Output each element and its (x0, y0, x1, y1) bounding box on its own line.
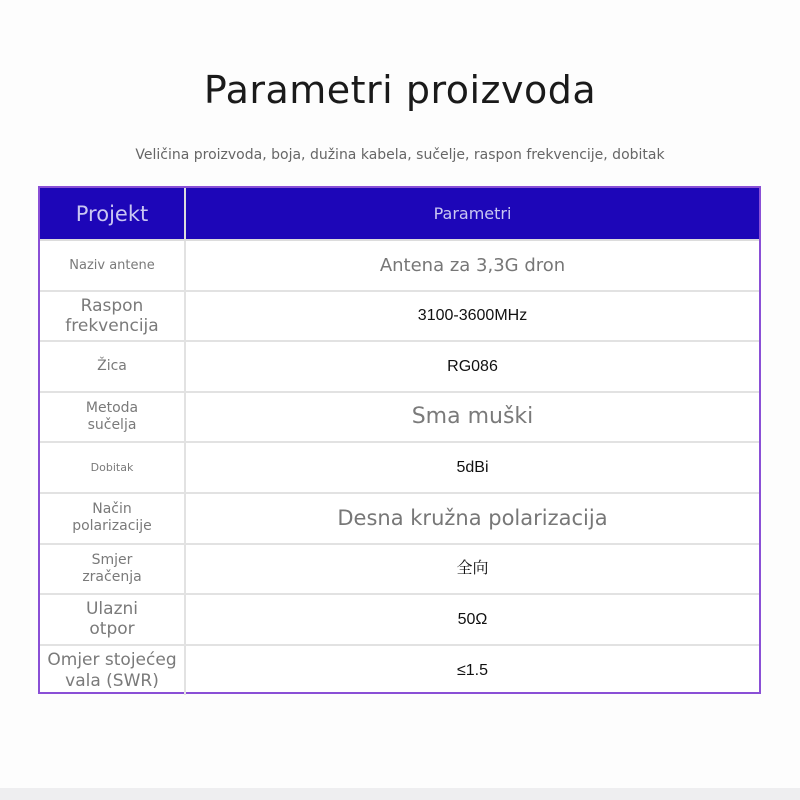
bottom-strip (0, 788, 800, 800)
row-label: Dobitak (40, 442, 185, 493)
row-label: Metoda sučelja (40, 392, 185, 443)
row-value: 3100-3600MHz (185, 291, 759, 342)
table-row (40, 240, 759, 291)
row-value: RG086 (185, 341, 759, 392)
row-label: Raspon frekvencija (40, 291, 185, 342)
row-value: Antena za 3,3G dron (185, 240, 759, 291)
parameters-table (40, 188, 759, 695)
table-header-row (40, 188, 759, 240)
row-label: Naziv antene (40, 240, 185, 291)
table-row (40, 493, 759, 544)
header-project: Projekt (40, 188, 185, 240)
row-label: Smjer zračenja (40, 544, 185, 595)
header-parameters: Parametri (185, 188, 759, 240)
row-value: Desna kružna polarizacija (185, 493, 759, 544)
row-value: ≤1.5 (456, 661, 489, 679)
page-subtitle: Veličina proizvoda, boja, dužina kabela, sučelje, raspon frekvencije, dobitak (135, 147, 665, 163)
parameters-table-frame (38, 186, 761, 694)
row-label: Način polarizacije (40, 493, 185, 544)
row-label: Ulazni otpor (40, 594, 185, 645)
table-row (40, 594, 759, 645)
table-row (40, 341, 759, 392)
row-value: 全向 (185, 544, 759, 595)
row-value: 50Ω (185, 594, 759, 645)
table-row (40, 392, 759, 443)
row-value: Sma muški (185, 392, 759, 443)
row-label: Omjer stojećeg vala (SWR) (40, 645, 185, 696)
table-row (40, 544, 759, 595)
row-label: Žica (40, 341, 185, 392)
table-row (40, 645, 759, 696)
row-value: 5dBi (185, 442, 759, 493)
page-title: Parametri proizvoda (203, 68, 597, 112)
table-row (40, 442, 759, 493)
table-row (40, 291, 759, 342)
